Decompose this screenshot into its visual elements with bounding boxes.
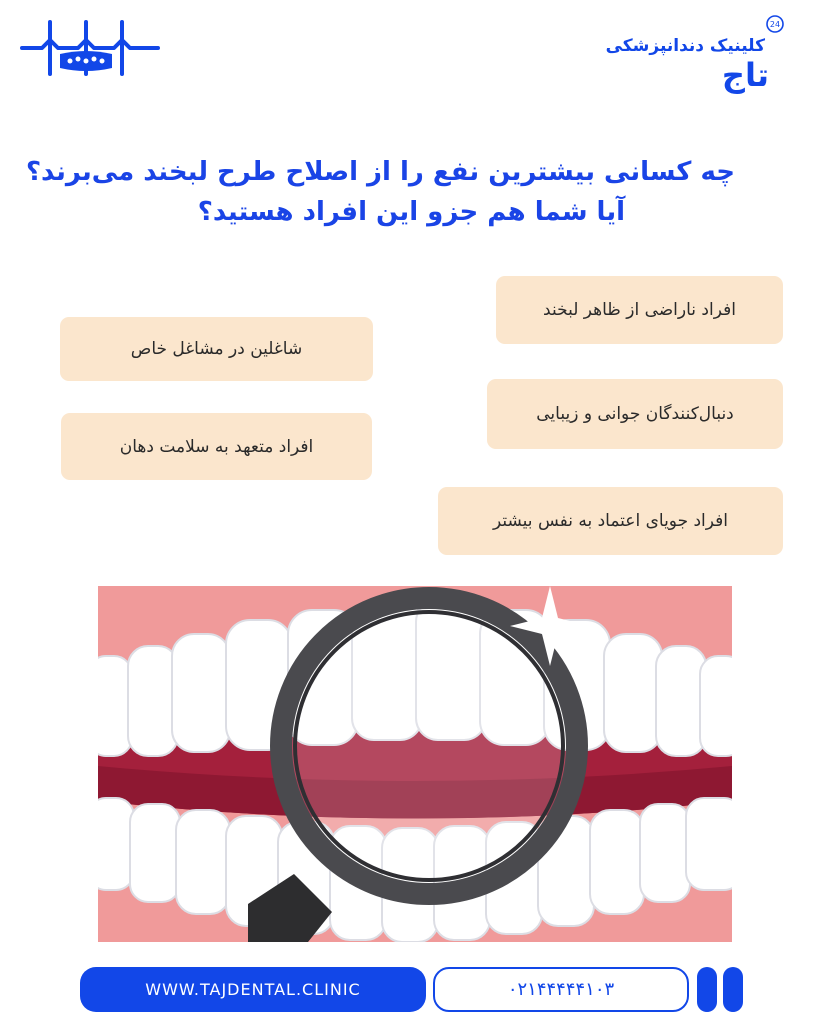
- decorative-pill-1: [697, 967, 717, 1012]
- headline-line-2: آیا شما هم جزو این افراد هستید؟: [197, 197, 625, 227]
- tooth-wave-logo-icon: [20, 18, 160, 82]
- clock-24-icon: [765, 14, 785, 34]
- benefit-card-oral-health: افراد متعهد به سلامت دهان: [61, 413, 372, 480]
- benefit-card-special-jobs: شاغلین در مشاغل خاص: [60, 317, 373, 381]
- svg-text:24: 24: [769, 20, 781, 29]
- decorative-pill-2: [723, 967, 743, 1012]
- benefit-card-unhappy-smile: افراد ناراضی از ظاهر لبخند: [496, 276, 783, 344]
- teeth-magnifier-illustration: [98, 586, 732, 942]
- brand-subtitle: کلینیک دندانپزشکی: [605, 36, 765, 56]
- benefit-card-confidence: افراد جویای اعتماد به نفس بیشتر: [438, 487, 783, 555]
- benefit-card-youth-beauty: دنبال‌کنندگان جوانی و زیبایی: [487, 379, 783, 449]
- website-button[interactable]: WWW.TAJDENTAL.CLINIC: [80, 967, 426, 1012]
- phone-button[interactable]: ۰۲۱۴۴۴۴۴۱۰۳: [433, 967, 689, 1012]
- brand-name: تاج: [721, 56, 769, 94]
- page-title: [25, 152, 735, 232]
- headline-line-1: چه کسانی بیشترین نفع را از اصلاح طرح لبخند می‌برند؟: [25, 157, 735, 187]
- brand-logo: [593, 14, 793, 94]
